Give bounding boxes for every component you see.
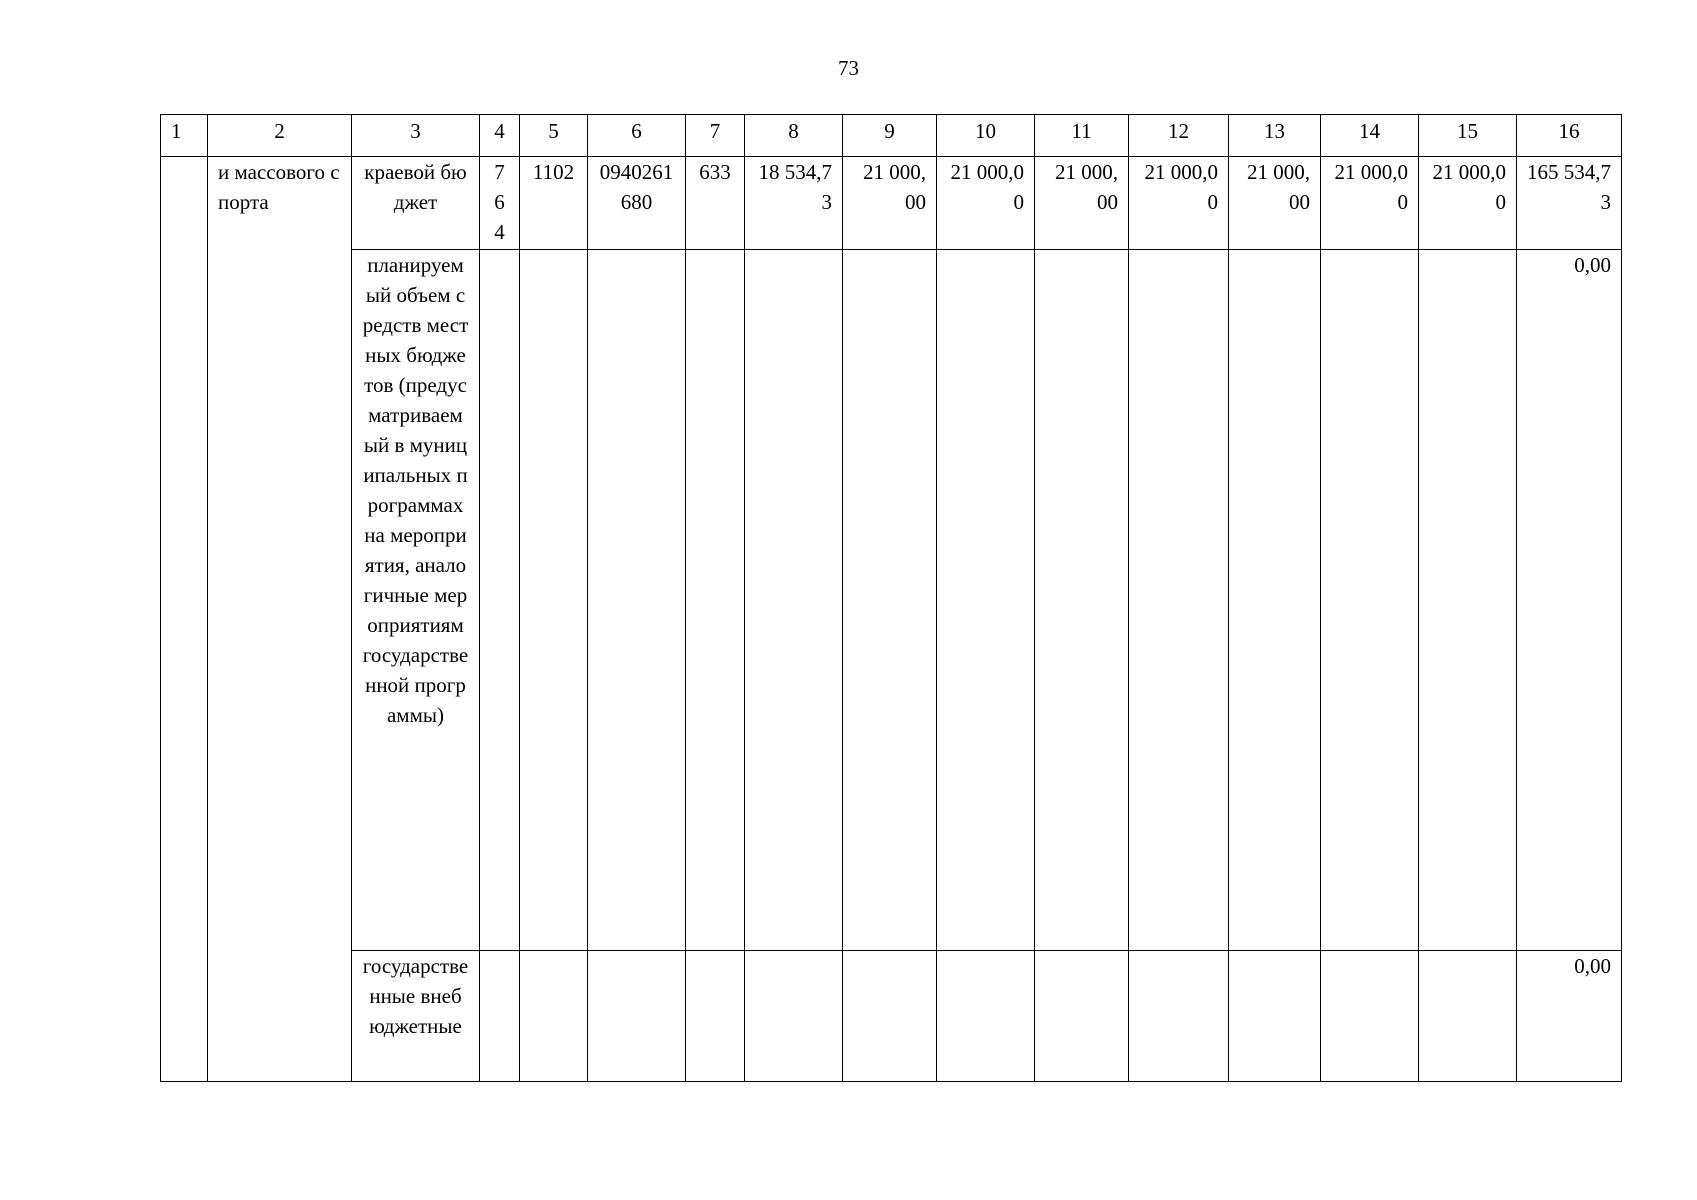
code-cell: 0940261680 — [588, 157, 686, 250]
value-cell — [1229, 250, 1321, 951]
total-cell: 0,00 — [1517, 250, 1622, 951]
value-cell: 21 000,00 — [937, 157, 1035, 250]
code-cell: 633 — [686, 157, 745, 250]
column-number: 11 — [1035, 115, 1129, 157]
code-cell — [520, 250, 588, 951]
funding-source-cell: планируемый объем средств местных бюджетов (предусматриваемый в муниципальных программах на мероприятия, аналогичные мероприятиям государственной программы) — [352, 250, 480, 951]
column-number: 15 — [1419, 115, 1517, 157]
value-cell — [843, 951, 937, 1082]
value-cell — [1035, 250, 1129, 951]
total-cell: 0,00 — [1517, 951, 1622, 1082]
table-row — [161, 250, 1622, 951]
value-cell — [1321, 250, 1419, 951]
value-cell — [1229, 951, 1321, 1082]
value-cell — [1419, 951, 1517, 1082]
column-number: 3 — [352, 115, 480, 157]
funding-source-cell: государственные внебюджетные — [352, 951, 480, 1082]
column-number: 2 — [208, 115, 352, 157]
code-cell — [588, 250, 686, 951]
value-cell: 21 000,00 — [1419, 157, 1517, 250]
funding-source-cell: краевой бюджет — [352, 157, 480, 250]
value-cell — [1129, 250, 1229, 951]
column-number: 13 — [1229, 115, 1321, 157]
code-cell — [520, 951, 588, 1082]
table-row — [161, 157, 1622, 250]
column-number: 4 — [480, 115, 520, 157]
code-cell — [686, 951, 745, 1082]
column-number: 8 — [745, 115, 843, 157]
code-cell — [588, 951, 686, 1082]
value-cell: 21 000,00 — [1321, 157, 1419, 250]
value-cell — [843, 250, 937, 951]
total-cell: 165 534,73 — [1517, 157, 1622, 250]
column-number: 14 — [1321, 115, 1419, 157]
column-number: 16 — [1517, 115, 1622, 157]
value-cell — [1321, 951, 1419, 1082]
column-number-row — [161, 115, 1622, 157]
column-number: 6 — [588, 115, 686, 157]
budget-table — [160, 114, 1622, 1082]
table-row — [161, 951, 1622, 1082]
page-number: 73 — [838, 56, 859, 80]
column-number: 5 — [520, 115, 588, 157]
value-cell: 21 000,00 — [1229, 157, 1321, 250]
value-cell — [1419, 250, 1517, 951]
value-cell — [745, 951, 843, 1082]
column-number: 12 — [1129, 115, 1229, 157]
code-cell — [686, 250, 745, 951]
code-cell: 1102 — [520, 157, 588, 250]
code-cell — [480, 250, 520, 951]
value-cell — [1129, 951, 1229, 1082]
row-number-cell — [161, 157, 208, 1082]
program-name-cell: и массового спорта — [208, 157, 352, 1082]
value-cell: 21 000,00 — [1129, 157, 1229, 250]
value-cell — [937, 951, 1035, 1082]
code-cell — [480, 951, 520, 1082]
column-number: 10 — [937, 115, 1035, 157]
value-cell: 21 000,00 — [1035, 157, 1129, 250]
value-cell — [1035, 951, 1129, 1082]
value-cell: 18 534,73 — [745, 157, 843, 250]
code-cell: 764 — [480, 157, 520, 250]
value-cell — [745, 250, 843, 951]
value-cell — [937, 250, 1035, 951]
column-number: 7 — [686, 115, 745, 157]
column-number: 9 — [843, 115, 937, 157]
column-number: 1 — [161, 115, 208, 157]
value-cell: 21 000,00 — [843, 157, 937, 250]
